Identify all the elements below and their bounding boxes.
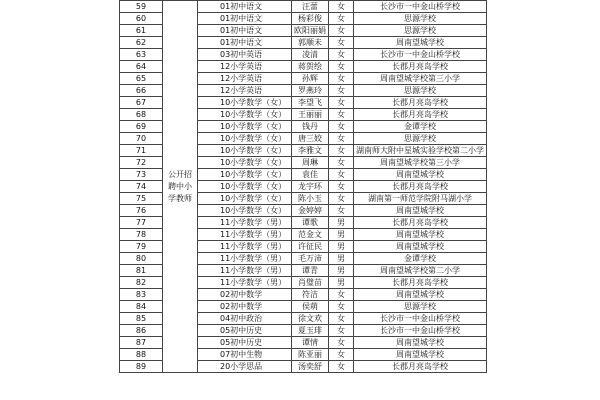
subject-cell: 10小学数学（女） xyxy=(198,109,292,121)
sex-cell: 男 xyxy=(329,217,354,229)
row-number-cell: 81 xyxy=(120,265,163,277)
sex-cell: 女 xyxy=(329,49,354,61)
row-number-cell: 62 xyxy=(120,37,163,49)
school-cell: 金谭学校 xyxy=(354,121,487,133)
row-number-cell: 66 xyxy=(120,85,163,97)
school-cell: 周南望城学校 xyxy=(354,229,487,241)
subject-cell: 10小学数学（女） xyxy=(198,157,292,169)
name-cell: 周琳 xyxy=(292,157,329,169)
results-table xyxy=(119,0,487,373)
name-cell: 蒋贺绘 xyxy=(292,61,329,73)
school-cell: 周南望城学校第二小学 xyxy=(354,265,487,277)
name-cell: 肖璧苗 xyxy=(292,277,329,289)
name-cell: 唐三姣 xyxy=(292,133,329,145)
subject-cell: 03初中英语 xyxy=(198,49,292,61)
name-cell: 徐文欢 xyxy=(292,313,329,325)
subject-cell: 10小学数学（女） xyxy=(198,205,292,217)
row-number-cell: 82 xyxy=(120,277,163,289)
name-cell: 汪蕾 xyxy=(292,1,329,13)
row-number-cell: 84 xyxy=(120,301,163,313)
school-cell: 周南望城学校 xyxy=(354,37,487,49)
sex-cell: 女 xyxy=(329,133,354,145)
school-cell: 长郡月亮岛学校 xyxy=(354,97,487,109)
sex-cell: 女 xyxy=(329,157,354,169)
subject-cell: 11小学数学（男） xyxy=(198,241,292,253)
name-cell: 杨彩俊 xyxy=(292,13,329,25)
school-cell: 周南望城学校 xyxy=(354,289,487,301)
row-number-cell: 79 xyxy=(120,241,163,253)
row-number-cell: 80 xyxy=(120,253,163,265)
sex-cell: 女 xyxy=(329,25,354,37)
row-number-cell: 69 xyxy=(120,121,163,133)
table-body xyxy=(120,1,487,373)
name-cell: 钱丹 xyxy=(292,121,329,133)
school-cell: 长郡月亮岛学校 xyxy=(354,361,487,373)
name-cell: 谭情 xyxy=(292,337,329,349)
subject-cell: 11小学数学（男） xyxy=(198,253,292,265)
sex-cell: 女 xyxy=(329,193,354,205)
row-number-cell: 85 xyxy=(120,313,163,325)
sex-cell: 女 xyxy=(329,85,354,97)
row-number-cell: 76 xyxy=(120,205,163,217)
sex-cell: 女 xyxy=(329,61,354,73)
subject-cell: 10小学数学（女） xyxy=(198,133,292,145)
sex-cell: 女 xyxy=(329,337,354,349)
subject-cell: 10小学数学（女） xyxy=(198,181,292,193)
name-cell: 许征民 xyxy=(292,241,329,253)
sex-cell: 女 xyxy=(329,301,354,313)
subject-cell: 20小学思品 xyxy=(198,361,292,373)
school-cell: 长郡月亮岛学校 xyxy=(354,277,487,289)
name-cell: 金婷婷 xyxy=(292,205,329,217)
teacher-recruitment-table xyxy=(119,0,483,373)
school-cell: 长沙市一中金山桥学校 xyxy=(354,325,487,337)
name-cell: 侯萌 xyxy=(292,301,329,313)
school-cell: 长沙市一中金山桥学校 xyxy=(354,49,487,61)
name-cell: 谭青 xyxy=(292,265,329,277)
subject-cell: 10小学数学（女） xyxy=(198,145,292,157)
subject-cell: 01初中语文 xyxy=(198,13,292,25)
name-cell: 陈小玉 xyxy=(292,193,329,205)
subject-cell: 11小学数学（男） xyxy=(198,229,292,241)
name-cell: 汤奕舒 xyxy=(292,361,329,373)
sex-cell: 女 xyxy=(329,1,354,13)
name-cell: 谭歌 xyxy=(292,217,329,229)
school-cell: 周南望城学校第三小学 xyxy=(354,157,487,169)
row-number-cell: 71 xyxy=(120,145,163,157)
school-cell: 湖南师大附中星城实验学校第二小学 xyxy=(354,145,487,157)
row-number-cell: 59 xyxy=(120,1,163,13)
row-number-cell: 70 xyxy=(120,133,163,145)
row-number-cell: 73 xyxy=(120,169,163,181)
sex-cell: 女 xyxy=(329,13,354,25)
sex-cell: 男 xyxy=(329,253,354,265)
school-cell: 思源学校 xyxy=(354,301,487,313)
school-cell: 长沙市一中金山桥学校 xyxy=(354,313,487,325)
sex-cell: 女 xyxy=(329,325,354,337)
subject-cell: 02初中数学 xyxy=(198,289,292,301)
school-cell: 周南望城学校 xyxy=(354,169,487,181)
name-cell: 范金文 xyxy=(292,229,329,241)
row-number-cell: 61 xyxy=(120,25,163,37)
name-cell: 符洁 xyxy=(292,289,329,301)
subject-cell: 01初中语文 xyxy=(198,25,292,37)
sex-cell: 女 xyxy=(329,145,354,157)
school-cell: 思源学校 xyxy=(354,85,487,97)
school-cell: 湖南第一师范学院附马湖小学 xyxy=(354,193,487,205)
school-cell: 长沙市一中金山桥学校 xyxy=(354,1,487,13)
row-number-cell: 87 xyxy=(120,337,163,349)
subject-cell: 10小学数学（女） xyxy=(198,169,292,181)
subject-cell: 05初中历史 xyxy=(198,325,292,337)
sex-cell: 男 xyxy=(329,277,354,289)
sex-cell: 男 xyxy=(329,265,354,277)
subject-cell: 10小学数学（女） xyxy=(198,121,292,133)
name-cell: 夏玉琲 xyxy=(292,325,329,337)
name-cell: 孙辉 xyxy=(292,73,329,85)
subject-cell: 05初中历史 xyxy=(198,337,292,349)
school-cell: 周南望城学校 xyxy=(354,337,487,349)
school-cell: 金谭学校 xyxy=(354,253,487,265)
school-cell: 长郡月亮岛学校 xyxy=(354,109,487,121)
school-cell: 周南望城学校 xyxy=(354,205,487,217)
school-cell: 思源学校 xyxy=(354,133,487,145)
sex-cell: 女 xyxy=(329,289,354,301)
name-cell: 李望飞 xyxy=(292,97,329,109)
sex-cell: 男 xyxy=(329,241,354,253)
row-number-cell: 89 xyxy=(120,361,163,373)
name-cell: 龙宇环 xyxy=(292,181,329,193)
subject-cell: 11小学数学（男） xyxy=(198,217,292,229)
row-number-cell: 68 xyxy=(120,109,163,121)
name-cell: 郭顺未 xyxy=(292,37,329,49)
row-number-cell: 88 xyxy=(120,349,163,361)
name-cell: 罗燕玲 xyxy=(292,85,329,97)
row-number-cell: 83 xyxy=(120,289,163,301)
row-number-cell: 78 xyxy=(120,229,163,241)
school-cell: 思源学校 xyxy=(354,25,487,37)
row-number-cell: 74 xyxy=(120,181,163,193)
school-cell: 长郡月亮岛学校 xyxy=(354,181,487,193)
row-number-cell: 75 xyxy=(120,193,163,205)
school-cell: 长郡月亮岛学校 xyxy=(354,61,487,73)
school-cell: 思源学校 xyxy=(354,13,487,25)
subject-cell: 12小学英语 xyxy=(198,73,292,85)
school-cell: 周南望城学校 xyxy=(354,349,487,361)
row-number-cell: 72 xyxy=(120,157,163,169)
name-cell: 陈亚丽 xyxy=(292,349,329,361)
sex-cell: 女 xyxy=(329,109,354,121)
subject-cell: 01初中语文 xyxy=(198,37,292,49)
subject-cell: 07初中生物 xyxy=(198,349,292,361)
sex-cell: 女 xyxy=(329,313,354,325)
subject-cell: 10小学数学（女） xyxy=(198,193,292,205)
table-row xyxy=(120,1,487,13)
row-number-cell: 64 xyxy=(120,61,163,73)
name-cell: 王丽丽 xyxy=(292,109,329,121)
sex-cell: 女 xyxy=(329,205,354,217)
subject-cell: 04初中政治 xyxy=(198,313,292,325)
sex-cell: 女 xyxy=(329,121,354,133)
subject-cell: 12小学英语 xyxy=(198,61,292,73)
sex-cell: 女 xyxy=(329,349,354,361)
row-number-cell: 77 xyxy=(120,217,163,229)
sex-cell: 女 xyxy=(329,181,354,193)
sex-cell: 女 xyxy=(329,73,354,85)
sex-cell: 男 xyxy=(329,229,354,241)
subject-cell: 10小学数学（女） xyxy=(198,97,292,109)
sex-cell: 女 xyxy=(329,361,354,373)
row-number-cell: 63 xyxy=(120,49,163,61)
school-cell: 长郡月亮岛学校 xyxy=(354,217,487,229)
sex-cell: 女 xyxy=(329,97,354,109)
name-cell: 凌清 xyxy=(292,49,329,61)
category-cell: 公开招聘中小学教师 xyxy=(163,1,198,373)
subject-cell: 11小学数学（男） xyxy=(198,277,292,289)
sex-cell: 女 xyxy=(329,37,354,49)
row-number-cell: 67 xyxy=(120,97,163,109)
school-cell: 周南望城学校第三小学 xyxy=(354,73,487,85)
subject-cell: 02初中数学 xyxy=(198,301,292,313)
name-cell: 欧阳丽娟 xyxy=(292,25,329,37)
row-number-cell: 86 xyxy=(120,325,163,337)
row-number-cell: 60 xyxy=(120,13,163,25)
name-cell: 毛万沛 xyxy=(292,253,329,265)
sex-cell: 女 xyxy=(329,169,354,181)
subject-cell: 12小学英语 xyxy=(198,85,292,97)
name-cell: 袁佳 xyxy=(292,169,329,181)
school-cell: 周南望城学校 xyxy=(354,241,487,253)
subject-cell: 01初中语文 xyxy=(198,1,292,13)
subject-cell: 11小学数学（男） xyxy=(198,265,292,277)
row-number-cell: 65 xyxy=(120,73,163,85)
name-cell: 李雅文 xyxy=(292,145,329,157)
